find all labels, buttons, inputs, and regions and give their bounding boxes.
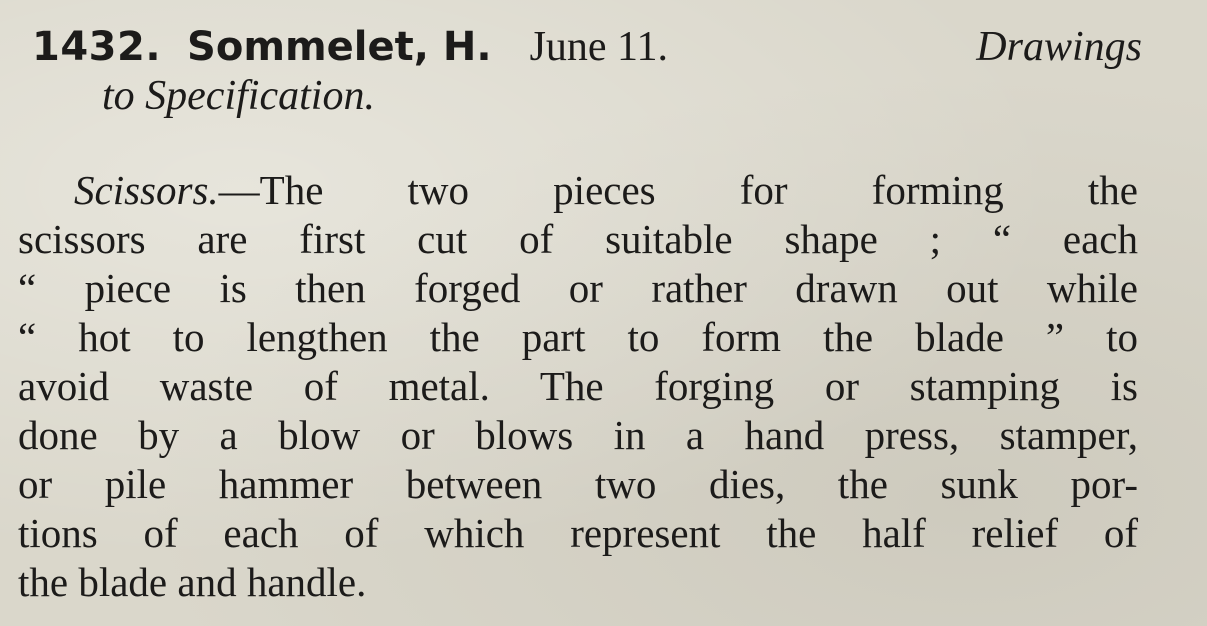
text-line: tions of each of which represent the half relief of [18,510,1138,556]
text-line: “ piece is then forged or rather drawn out while [18,265,1138,311]
entry-number: 1432. [32,24,162,70]
abstract-text [18,166,1138,607]
subject-term: Scissors. [74,167,219,213]
text-line: “ hot to lengthen the part to form the blade ” to [18,314,1138,360]
patentee-name: Sommelet, H. [187,24,492,70]
first-line-text: —The two pieces for forming the [218,167,1138,213]
drawings-note-start: Drawings [976,24,1142,70]
heading-line-1 [32,22,1142,72]
text-line: avoid waste of metal. The forging or stamping is [18,363,1138,409]
text-line [18,166,1138,215]
text-line: scissors are first cut of suitable shape ; “ each [18,216,1138,262]
entry-heading [32,22,1142,120]
text-line: done by a blow or blows in a hand press, stamper, [18,412,1138,458]
entry-date: June 11. [529,24,668,70]
text-line: the blade and handle. [18,559,367,605]
text-line: or pile hammer between two dies, the sunk por- [18,461,1138,507]
drawings-note-end: to Specification. [102,73,375,119]
